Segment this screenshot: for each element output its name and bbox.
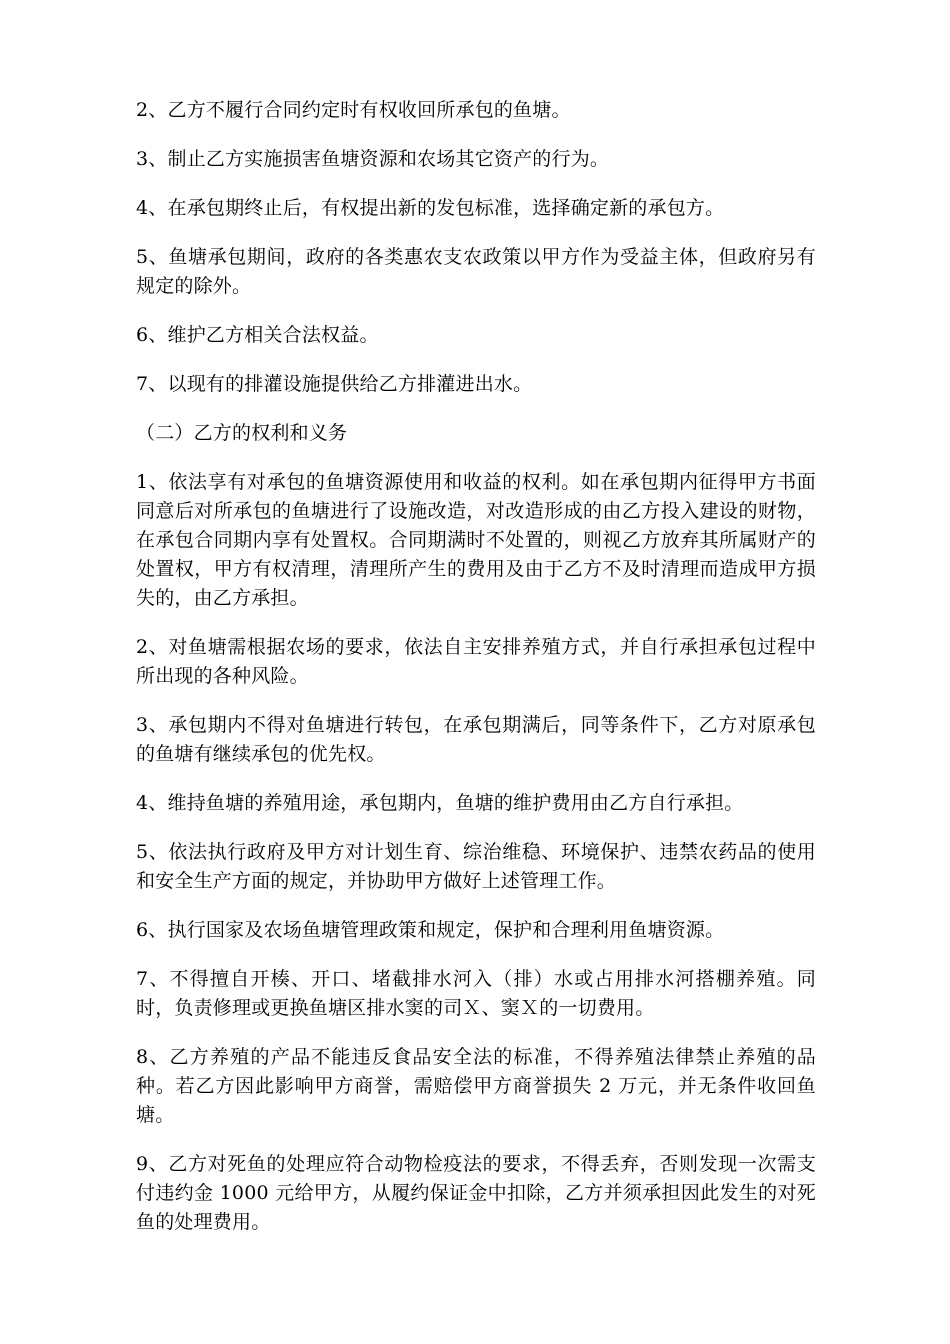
clause-a-2: 2、乙方不履行合同约定时有权收回所承包的鱼塘。 [136,99,571,121]
clause-b-3: 3、承包期内不得对鱼塘进行转包，在承包期满后，同等条件下，乙方对原承包的鱼塘有继续承包的优先权。 [136,714,816,765]
clause-b-2: 2、对鱼塘需根据农场的要求，依法自主安排养殖方式，并自行承担承包过程中所出现的各种风险。 [136,636,816,687]
clause-b-6: 6、执行国家及农场鱼塘管理政策和规定，保护和合理利用鱼塘资源。 [136,919,725,941]
clause-b-9: 9、乙方对死鱼的处理应符合动物检疫法的要求，不得丢弃，否则发现一次需支付违约金 1000 元给甲方，从履约保证金中扣除，乙方并须承担因此发生的对死鱼的处理费用。 [136,1153,816,1233]
clause-a-4: 4、在承包期终止后，有权提出新的发包标准，选择确定新的承包方。 [136,197,725,219]
clause-b-7: 7、不得擅自开楱、开口、堵截排水河入（排）水或占用排水河搭棚养殖。同时，负责修理或更换鱼塘区排水窦的司Ｘ、窦Ｘ的一切费用。 [136,968,816,1019]
document-body [136,96,816,1257]
clause-a-6: 6、维护乙方相关合法权益。 [136,324,379,346]
clause-b-8: 8、乙方养殖的产品不能违反食品安全法的标准，不得养殖法律禁止养殖的品种。若乙方因此影响甲方商誉，需赔偿甲方商誉损失 2 万元，并无条件收回鱼塘。 [136,1046,816,1126]
clause-a-3: 3、制止乙方实施损害鱼塘资源和农场其它资产的行为。 [136,148,610,170]
clause-a-5: 5、鱼塘承包期间，政府的各类惠农支农政策以甲方作为受益主体，但政府另有规定的除外。 [136,246,816,297]
section-heading: （二）乙方的权利和义务 [136,422,348,444]
clause-b-4: 4、维持鱼塘的养殖用途，承包期内，鱼塘的维护费用由乙方自行承担。 [136,792,744,814]
clause-b-5: 5、依法执行政府及甲方对计划生育、综治维稳、环境保护、违禁农药品的使用和安全生产方面的规定，并协助甲方做好上述管理工作。 [136,841,816,892]
clause-a-7: 7、以现有的排灌设施提供给乙方排灌进出水。 [136,373,533,395]
clause-b-1: 1、依法享有对承包的鱼塘资源使用和收益的权利。如在承包期内征得甲方书面同意后对所承包的鱼塘进行了设施改造，对改造形成的由乙方投入建设的财物，在承包合同期内享有处置权。合同期满时不处置的，则视乙方放弃其所属财产的处置权，甲方有权清理，清理所产生的费用及由于乙方不及时清理而造成甲方损失的，由乙方承担。 [136,471,816,609]
